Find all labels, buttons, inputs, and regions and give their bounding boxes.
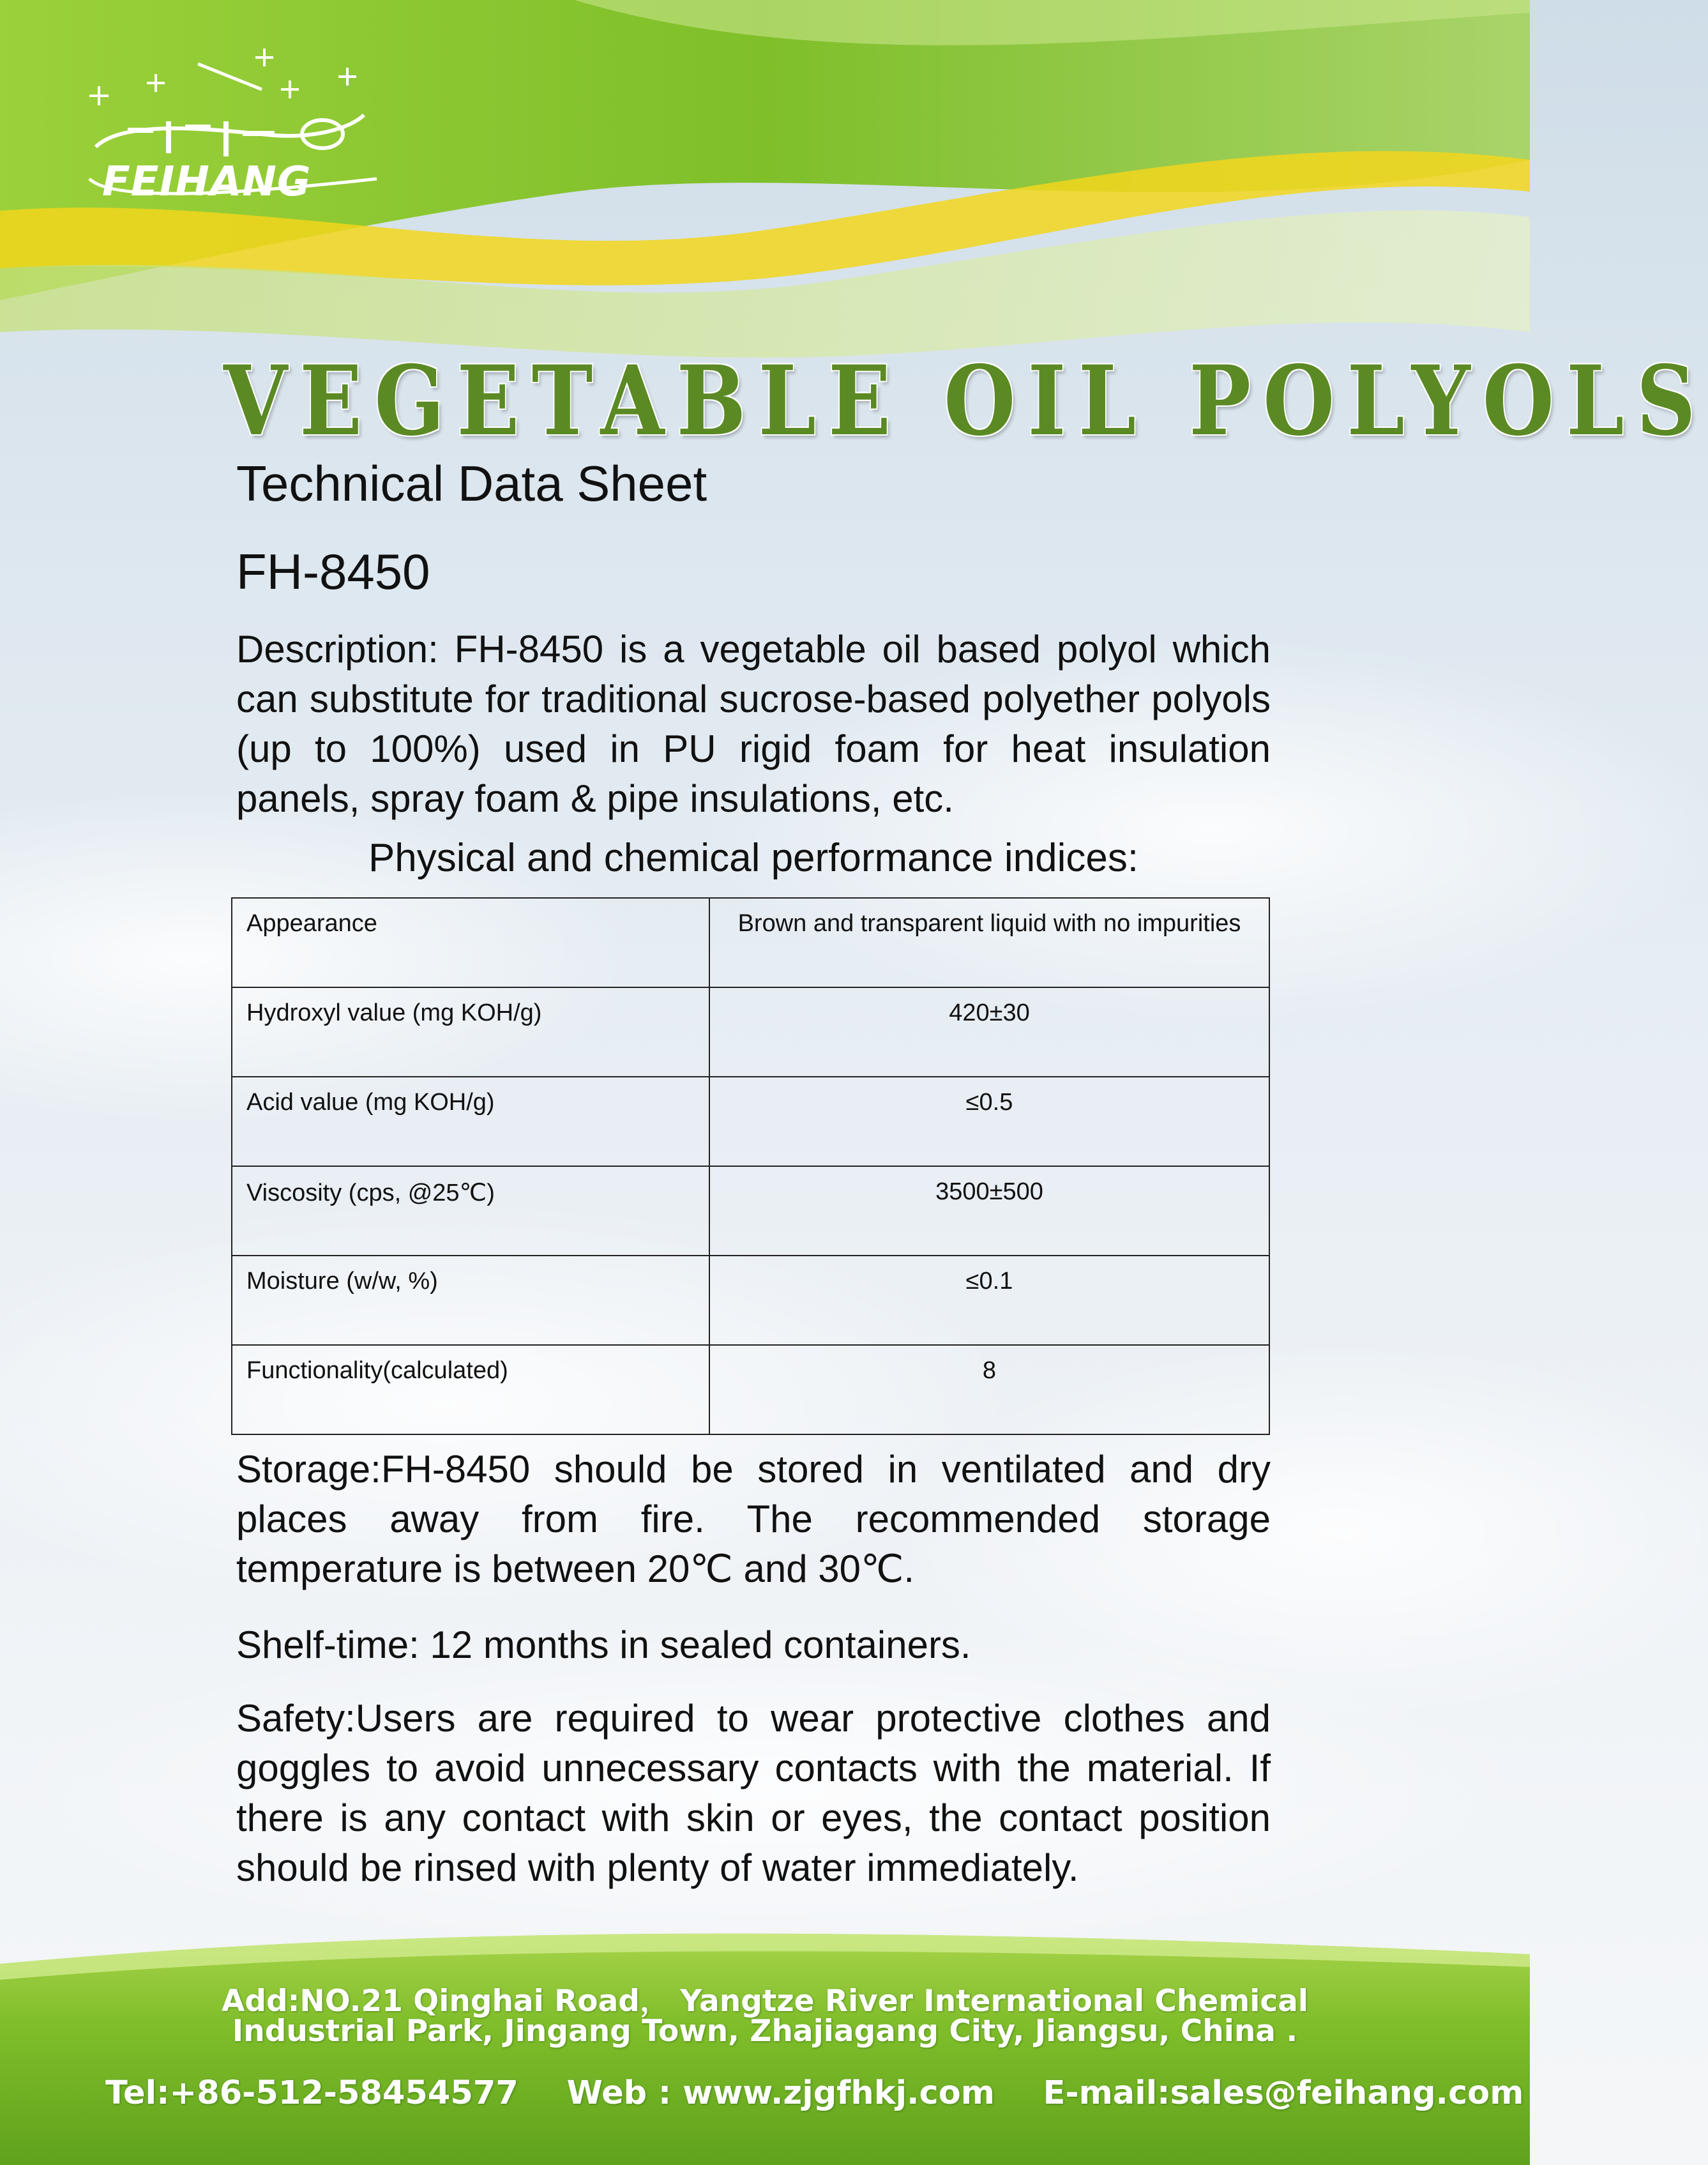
row-value: 420±30 bbox=[709, 987, 1269, 1077]
table-row bbox=[232, 1166, 1269, 1256]
row-label: Moisture (w/w, %) bbox=[232, 1256, 709, 1345]
shelf-time-paragraph: Shelf-time: 12 months in sealed containers. bbox=[236, 1623, 971, 1666]
row-label: Hydroxyl value (mg KOH/g) bbox=[232, 987, 709, 1077]
phone-number: Tel:+86-512-58454577 bbox=[105, 2074, 518, 2112]
row-label: Viscosity (cps, @25℃) bbox=[232, 1166, 709, 1256]
table-row bbox=[232, 987, 1269, 1077]
address-line-2: Industrial Park, Jingang Town, Zhajiagang City, Jiangsu, China . bbox=[232, 2014, 1298, 2049]
page-title: VEGETABLE OIL POLYOLS bbox=[223, 345, 1708, 457]
row-value: ≤0.5 bbox=[709, 1077, 1269, 1166]
address-line-1: Add:NO.21 Qinghai Road， Yangtze River International Chemical bbox=[221, 1984, 1309, 2019]
row-value: 8 bbox=[709, 1345, 1269, 1434]
table-row bbox=[232, 1256, 1269, 1345]
logo-text: FEIHANG bbox=[102, 158, 312, 206]
email-link[interactable]: E-mail:sales@feihang.com bbox=[1043, 2074, 1524, 2112]
table-title: Physical and chemical performance indices: bbox=[368, 836, 1139, 880]
performance-table bbox=[231, 897, 1270, 1435]
safety-paragraph: Safety:Users are required to wear protective clothes and goggles to avoid unnecessary contacts with the material. If there is any contact with skin or eyes, the contact position should be rinsed with plenty of water immediately. bbox=[236, 1697, 1271, 1889]
subtitle: Technical Data Sheet bbox=[236, 455, 707, 512]
row-value: 3500±500 bbox=[709, 1166, 1269, 1256]
row-label: Functionality(calculated) bbox=[232, 1345, 709, 1434]
contact-info bbox=[105, 2074, 1561, 2112]
table-row bbox=[232, 1077, 1269, 1166]
storage-paragraph: Storage:FH-8450 should be stored in ventilated and dry places away from fire. The recommended storage temperature is between 20℃ and 30℃. bbox=[236, 1448, 1271, 1590]
row-label: Acid value (mg KOH/g) bbox=[232, 1077, 709, 1166]
table-row bbox=[232, 898, 1269, 987]
table-row bbox=[232, 1345, 1269, 1434]
row-value: Brown and transparent liquid with no impurities bbox=[709, 898, 1269, 987]
row-value: ≤0.1 bbox=[709, 1256, 1269, 1345]
website-link[interactable]: Web : www.zjgfhkj.com bbox=[566, 2074, 995, 2112]
product-code: FH-8450 bbox=[236, 543, 430, 600]
row-label: Appearance bbox=[232, 898, 709, 987]
description-paragraph: Description: FH-8450 is a vegetable oil based polyol which can substitute for traditional sucrose-based polyether polyols (up to 100%) used in PU rigid foam for heat insulation panels, spray foam & pipe insulations, etc. bbox=[236, 628, 1271, 820]
